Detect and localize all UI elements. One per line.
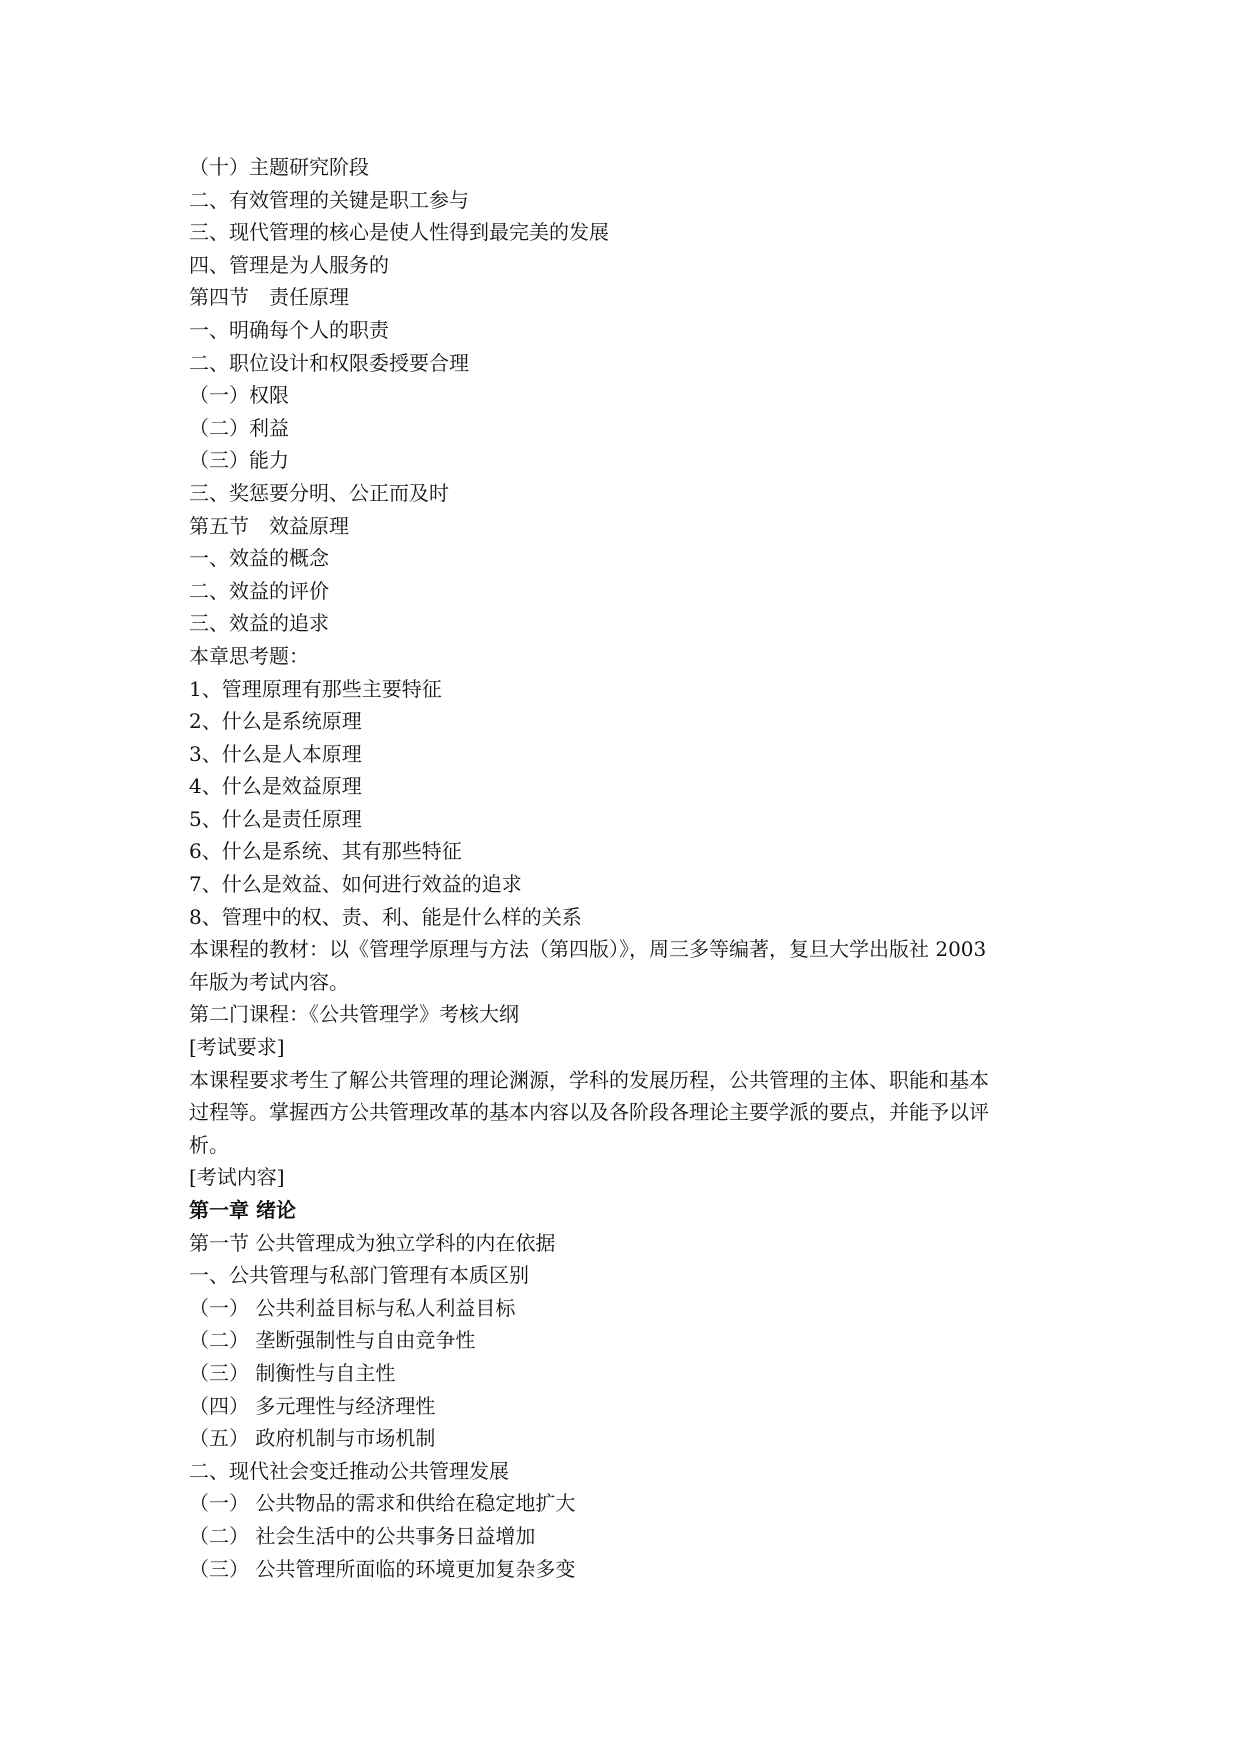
question-item: 3、什么是人本原理 [189, 741, 362, 766]
requirements-paragraph: 本课程要求考生了解公共管理的理论渊源，学科的发展历程，公共管理的主体、职能和基本 [189, 1067, 989, 1092]
sub-item: （二） 垄断强制性与自由竞争性 [189, 1328, 476, 1353]
question-item: 4、什么是效益原理 [189, 774, 362, 799]
document-body [189, 151, 1059, 1585]
section-item: 四、管理是为人服务的 [189, 252, 389, 277]
exam-requirements-label: [考试要求] [189, 1035, 285, 1060]
sub-item: （三）能力 [189, 448, 289, 473]
section-item: 三、奖惩要分明、公正而及时 [189, 480, 449, 505]
section-heading: 第一节 公共管理成为独立学科的内在依据 [189, 1230, 556, 1255]
textbook-note-cont: 年版为考试内容。 [189, 969, 349, 994]
sub-item: （五） 政府机制与市场机制 [189, 1426, 436, 1451]
section-item: 三、效益的追求 [189, 611, 329, 636]
section-heading: 第四节 责任原理 [189, 285, 349, 310]
section-item: 一、效益的概念 [189, 546, 329, 571]
section-item: 二、有效管理的关键是职工参与 [189, 187, 469, 212]
section-item: 一、明确每个人的职责 [189, 317, 389, 342]
section-item: 三、现代管理的核心是使人性得到最完美的发展 [189, 220, 609, 245]
sub-item: （二）利益 [189, 415, 289, 440]
section-item: 二、职位设计和权限委授要合理 [189, 350, 469, 375]
course-title: 第二门课程：《公共管理学》考核大纲 [189, 1002, 519, 1027]
section-item: 一、公共管理与私部门管理有本质区别 [189, 1263, 529, 1288]
sub-item: （二） 社会生活中的公共事务日益增加 [189, 1523, 536, 1548]
sub-item: （一）权限 [189, 383, 289, 408]
question-item: 8、管理中的权、责、利、能是什么样的关系 [189, 904, 582, 929]
sub-item: （一） 公共物品的需求和供给在稳定地扩大 [189, 1491, 576, 1516]
question-item: 5、什么是责任原理 [189, 806, 362, 831]
exam-content-label: [考试内容] [189, 1165, 285, 1190]
sub-item: （四） 多元理性与经济理性 [189, 1393, 436, 1418]
question-item: 7、什么是效益、如何进行效益的追求 [189, 872, 522, 897]
question-item: 6、什么是系统、其有那些特征 [189, 839, 462, 864]
requirements-paragraph: 过程等。掌握西方公共管理改革的基本内容以及各阶段各理论主要学派的要点，并能予以评 [189, 1100, 989, 1125]
question-item: 2、什么是系统原理 [189, 709, 362, 734]
textbook-note: 本课程的教材：以《管理学原理与方法（第四版）》，周三多等编著，复旦大学出版社 2003 [189, 937, 987, 962]
chapter-heading: 第一章 绪论 [189, 1198, 296, 1222]
question-item: 1、管理原理有那些主要特征 [189, 676, 442, 701]
sub-item: （一） 公共利益目标与私人利益目标 [189, 1295, 516, 1320]
sub-item: （三） 公共管理所面临的环境更加复杂多变 [189, 1556, 576, 1581]
section-heading: 第五节 效益原理 [189, 513, 349, 538]
requirements-paragraph: 析。 [189, 1132, 229, 1157]
sub-heading: （十）主题研究阶段 [189, 155, 369, 179]
section-item: 二、现代社会变迁推动公共管理发展 [189, 1458, 509, 1483]
section-item: 二、效益的评价 [189, 578, 329, 603]
questions-heading: 本章思考题： [189, 643, 309, 668]
sub-item: （三） 制衡性与自主性 [189, 1360, 396, 1385]
